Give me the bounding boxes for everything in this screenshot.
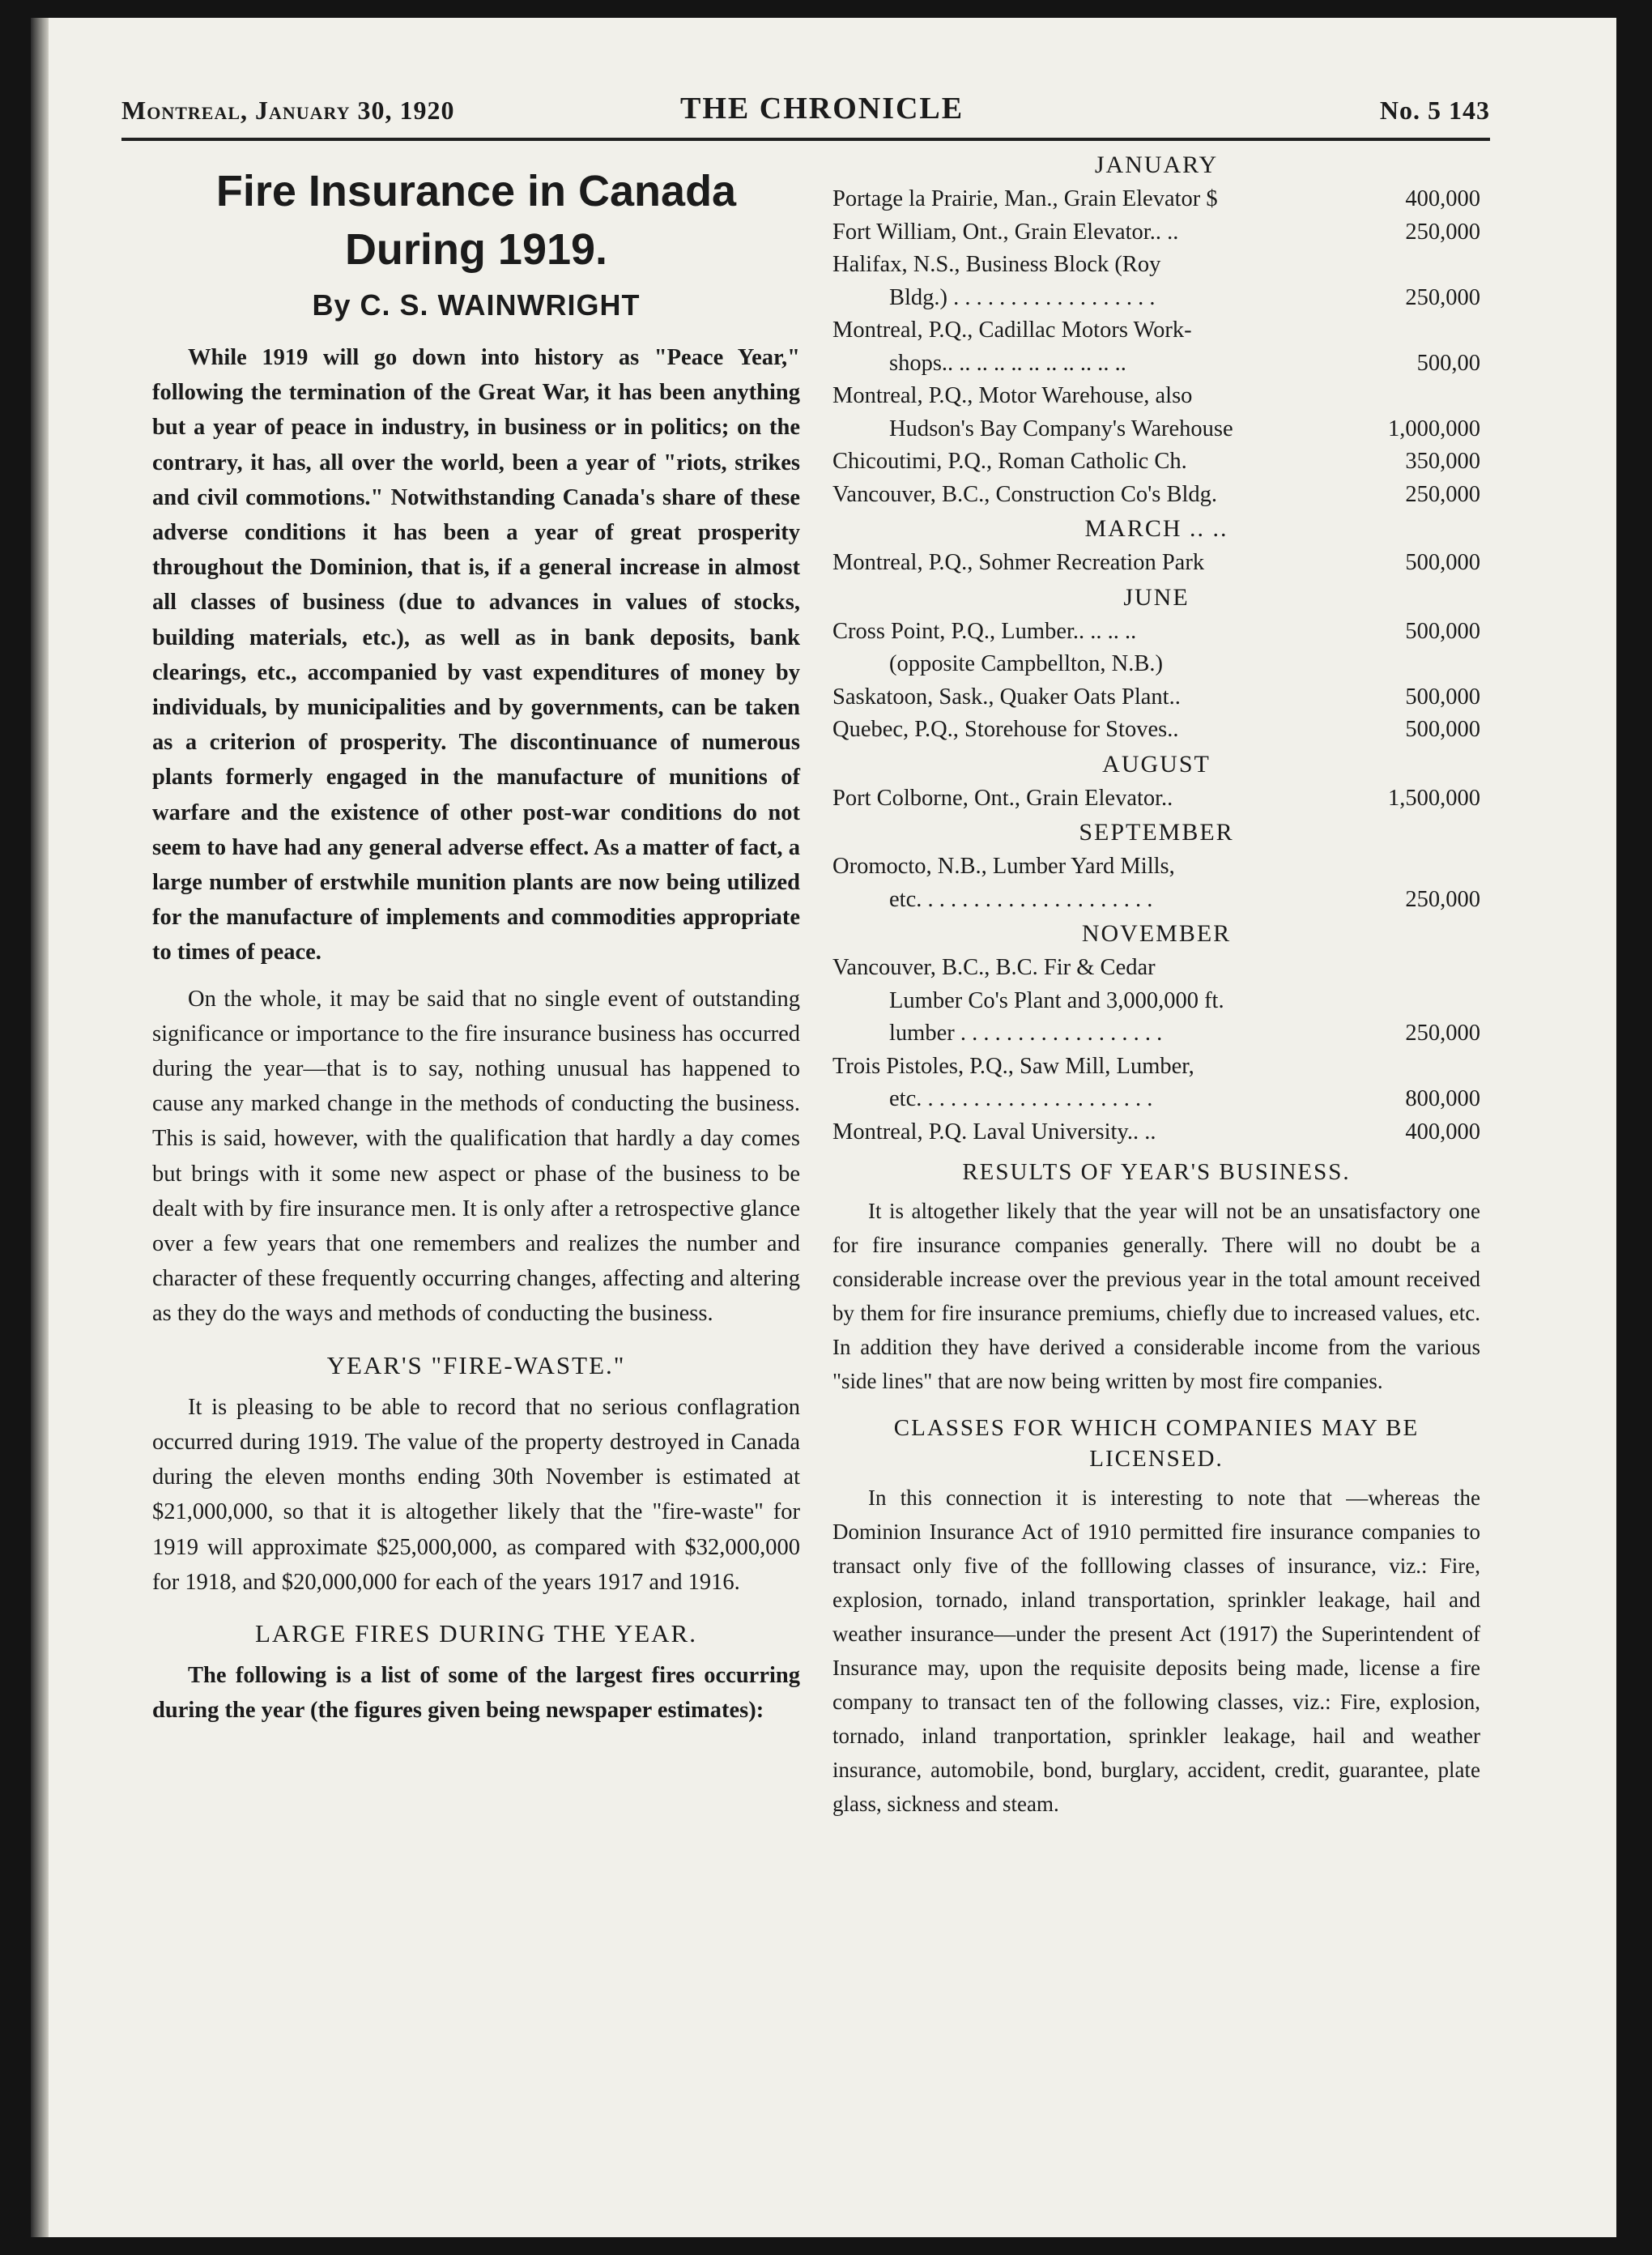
month-heading-september: SEPTEMBER — [1079, 819, 1234, 846]
section-heading-results: RESULTS OF YEAR'S BUSINESS. — [962, 1159, 1351, 1185]
fire-entry-amount: 250,000 — [1405, 1021, 1480, 1046]
section-heading-large-fires: LARGE FIRES DURING THE YEAR. — [255, 1618, 697, 1648]
fire-entry-amount: 250,000 — [1405, 219, 1480, 245]
fire-entry — [832, 347, 1480, 381]
fire-entry — [832, 249, 1480, 282]
header-issue-number: No. 5 143 — [1379, 96, 1490, 125]
fire-entry-place: Montreal, P.Q., Sohmer Recreation Park — [832, 550, 1205, 575]
fire-entry-place: Port Colborne, Ont., Grain Elevator.. — [832, 785, 1173, 811]
fire-entry-amount: 350,000 — [1405, 449, 1480, 474]
page-binding-edge — [31, 18, 49, 2237]
fire-entry-amount: 500,000 — [1405, 550, 1480, 575]
fire-entry — [832, 282, 1480, 315]
fire-entry — [832, 445, 1480, 479]
fire-entry — [832, 714, 1480, 747]
fire-entry-place: Halifax, N.S., Business Block (Roy — [832, 252, 1161, 277]
fire-entry — [832, 314, 1480, 347]
results-paragraph: It is altogether likely that the year will not be an unsatisfactory one for fire insurance companies generally. There will no doubt be a considerable increase over the previous year in the total amount received by them for fire insurance premiums, chiefly due to increased values, etc. In addition they have derived a considerable income from the various "side lines" that are now being written by most fire companies. — [832, 1199, 1480, 1393]
fires-list-january — [832, 183, 1480, 511]
fire-entry-place: Vancouver, B.C., Construction Co's Bldg. — [832, 481, 1218, 507]
fire-entry-place: Trois Pistoles, P.Q., Saw Mill, Lumber, — [832, 1053, 1194, 1079]
fire-entry-amount: 500,00 — [1416, 350, 1480, 376]
month-heading-march: MARCH .. .. — [1084, 515, 1228, 542]
header-masthead: THE CHRONICLE — [680, 92, 964, 126]
fire-entry-place: Lumber Co's Plant and 3,000,000 ft. — [889, 987, 1224, 1013]
month-heading-june: JUNE — [1123, 583, 1190, 611]
fire-entry — [832, 479, 1480, 512]
title-line-2: During 1919. — [344, 225, 608, 274]
classes-paragraph: In this connection it is interesting to note that —whereas the Dominion Insurance Act of 1910 permitted fire insurance companies to transact only five of the folllowing classes of insurance, viz.: Fire, explosion, tornado, inland transportation, sprinkler leakage, hail and weather insurance—under the present Act (1917) the Superintendent of Insurance may, upon the requisite deposits being made, license a fire company to transact ten of the following classes, viz.: Fire, explosion, tornado, inland tranportation, sprinkler leakage, hail and weather insurance, automobile, bond, burglary, accident, credit, guarantee, plate glass, sickness and steam. — [832, 1486, 1480, 1816]
fires-list-june — [832, 616, 1480, 747]
article-byline: By C. S. WAINWRIGHT — [312, 288, 641, 322]
fire-entry-amount: 1,000,000 — [1388, 416, 1480, 441]
fire-entry — [832, 884, 1480, 917]
fire-entry — [832, 985, 1480, 1018]
fires-list-august — [832, 782, 1480, 816]
section-heading-fire-waste: YEAR'S "FIRE-WASTE." — [326, 1350, 626, 1379]
month-heading-august: AUGUST — [1102, 750, 1211, 778]
fire-entry-place: Montreal, P.Q. Laval University.. .. — [832, 1119, 1156, 1145]
fire-entry-place: Chicoutimi, P.Q., Roman Catholic Ch. — [832, 449, 1187, 474]
fires-list-march — [832, 547, 1480, 580]
fire-entry-place: Cross Point, P.Q., Lumber.. .. .. .. — [832, 618, 1137, 644]
fire-entry-place: Bldg.) . . . . . . . . . . . . . . . . . . — [889, 284, 1156, 310]
fire-entry — [832, 380, 1480, 413]
title-line-1: Fire Insurance in Canada — [215, 167, 737, 215]
header-dateline: Montreal, January 30, 1920 — [121, 96, 455, 125]
article-paragraph-4: The following is a list of some of the largest fires occurring during the year (the figures given being newspaper estimates): — [152, 1662, 800, 1724]
fire-entry — [832, 1116, 1480, 1149]
fire-entry-amount: 500,000 — [1405, 618, 1480, 644]
fire-entry-amount: 500,000 — [1405, 717, 1480, 742]
fire-entry-place: Saskatoon, Sask., Quaker Oats Plant.. — [832, 684, 1181, 710]
fire-entry — [832, 1083, 1480, 1116]
month-heading-january: JANUARY — [1094, 151, 1219, 178]
fire-entry-place: etc. . . . . . . . . . . . . . . . . . . . . — [889, 1086, 1153, 1111]
left-column — [152, 162, 800, 1739]
fire-entry — [832, 782, 1480, 816]
fire-entry-place: shops.. .. .. .. .. .. .. .. .. .. .. — [889, 350, 1126, 376]
fire-entry-amount: 500,000 — [1405, 684, 1480, 710]
article-title — [152, 162, 800, 279]
fire-entry-amount: 1,500,000 — [1388, 785, 1480, 811]
fire-entry-place: lumber . . . . . . . . . . . . . . . . . . — [889, 1021, 1163, 1046]
article-paragraph-3: It is pleasing to be able to record that no serious conflagration occurred during 1919. The value of the property destroyed in Canada during the eleven months ending 30th November is estimated at $21,000,000, so that it is altogether likely that the "fire-waste" for 1919 will approximate $25,000,000, as compared with $32,000,000 for 1918, and $20,000,000 for each of the years 1917 and 1916. — [152, 1394, 800, 1595]
fire-entry — [832, 952, 1480, 985]
fire-entry — [832, 1051, 1480, 1084]
fire-entry-place: Fort William, Ont., Grain Elevator.. .. — [832, 219, 1179, 245]
fire-entry-amount: 250,000 — [1405, 284, 1480, 310]
fire-entry-place: etc. . . . . . . . . . . . . . . . . . . . . — [889, 886, 1153, 912]
fire-entry-amount: 400,000 — [1405, 186, 1480, 211]
fire-entry — [832, 216, 1480, 249]
month-heading-november: NOVEMBER — [1081, 920, 1232, 947]
article-paragraph-2: On the whole, it may be said that no single event of outstanding significance or importance to the fire insurance business has occurred during the year—that is to say, nothing unusual has happened to cause any marked change in the methods of conducting the business. This is said, however, with the qualification that hardly a day comes but brings with it some new aspect or phase of the business to be dealt with by fire insurance men. It is only after a retrospective glance over a few years that one remembers and realizes the number and character of these frequently occurring changes, affecting and altering as they do the ways and methods of conducting the business. — [152, 986, 800, 1327]
fire-entry-amount: 400,000 — [1405, 1119, 1480, 1145]
fire-entry — [832, 850, 1480, 884]
fire-entry — [832, 413, 1480, 446]
fire-entry-place: Hudson's Bay Company's Warehouse — [889, 416, 1233, 441]
fire-entry-place: Oromocto, N.B., Lumber Yard Mills, — [832, 854, 1175, 879]
fire-entry-amount: 250,000 — [1405, 481, 1480, 507]
header-rule — [121, 138, 1490, 141]
page-header — [121, 87, 1490, 133]
fire-entry-place: Quebec, P.Q., Storehouse for Stoves.. — [832, 717, 1179, 742]
fire-entry — [832, 1017, 1480, 1051]
fire-entry-amount: 800,000 — [1405, 1086, 1480, 1111]
fire-entry-place: Montreal, P.Q., Motor Warehouse, also — [832, 383, 1193, 408]
fire-entry — [832, 183, 1480, 216]
fire-entry-place: Vancouver, B.C., B.C. Fir & Cedar — [832, 955, 1156, 980]
fire-entry-place: (opposite Campbellton, N.B.) — [889, 651, 1164, 676]
fire-entry-amount: 250,000 — [1405, 886, 1480, 912]
right-column — [832, 147, 1480, 1821]
fire-entry — [832, 547, 1480, 580]
fires-list-september — [832, 850, 1480, 916]
fire-entry — [832, 648, 1480, 681]
fires-list-november — [832, 952, 1480, 1149]
fire-entry-place: Montreal, P.Q., Cadillac Motors Work- — [832, 318, 1192, 343]
article-paragraph-1: While 1919 will go down into history as "Peace Year," following the termination of the Great War, it has been anything but a year of peace in industry, in business or in politics; on the contrary, it has, all over the world, been a year of "riots, strikes and civil commotions." Notwithstanding Canada's share of these adverse conditions it has been a year of great prosperity throughout the Dominion, that is, if a general increase in almost all classes of business (due to advances in values of stocks, building materials, etc.), as well as in bank deposits, bank clearings, etc., accompanied by vast expenditures of money by individuals, by municipalities and by governments, can be taken as a criterion of prosperity. The discontinuance of numerous plants formerly engaged in the manufacture of munitions of warfare and the existence of other post-war conditions do not seem to have had any general adverse effect. As a matter of fact, a large number of erstwhile munition plants are now being utilized for the manufacture of implements and commodities appropriate to times of peace. — [152, 345, 800, 966]
fire-entry-place: Portage la Prairie, Man., Grain Elevator $ — [832, 186, 1218, 211]
fire-entry — [832, 681, 1480, 714]
fire-entry — [832, 616, 1480, 649]
section-heading-classes: CLASSES FOR WHICH COMPANIES MAY BE LICENSED. — [893, 1415, 1420, 1472]
